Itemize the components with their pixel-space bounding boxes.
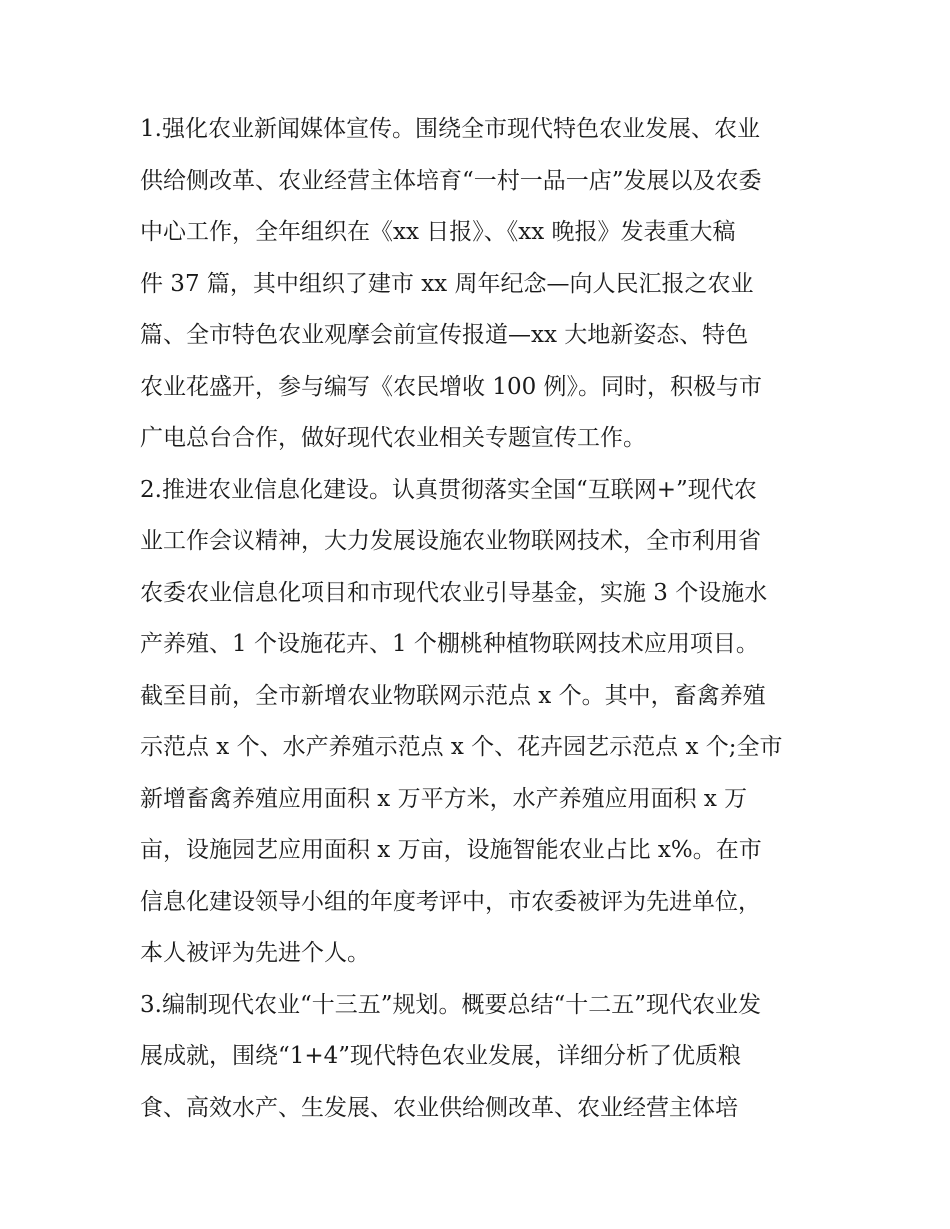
text-line: 食、高效水产、生发展、农业供给侧改革、农业经营主体培: [140, 1094, 738, 1121]
document-body: [140, 104, 820, 1134]
text-line: 展成就，围绕“1+4”现代特色农业发展，详细分析了优质粮: [140, 1043, 742, 1069]
text-line: 3.编制现代农业“十三五”规划。概要总结“十二五”现代农业发: [140, 991, 761, 1018]
text-line: 本人被评为先进个人。: [140, 940, 370, 966]
text-line: 供给侧改革、农业经营主体培育“一村一品一店”发展以及农委: [140, 167, 762, 194]
text-line: 业工作会议精神，大力发展设施农业物联网技术，全市利用省: [140, 528, 761, 554]
text-line: 1.强化农业新闻媒体宣传。围绕全市现代特色农业发展、农业: [140, 116, 760, 142]
text-line: 产养殖、1 个设施花卉、1 个棚桃种植物联网技术应用项目。: [140, 631, 759, 657]
text-line: 信息化建设领导小组的年度考评中，市农委被评为先进单位，: [140, 888, 761, 915]
text-line: 示范点 x 个、水产养殖示范点 x 个、花卉园艺示范点 x 个;全市: [140, 734, 783, 760]
text-line: 亩，设施园艺应用面积 x 万亩，设施智能农业占比 x%。在市: [140, 837, 762, 863]
text-line: 截至目前，全市新增农业物联网示范点 x 个。其中，畜禽养殖: [140, 682, 766, 709]
text-line: 中心工作，全年组织在《xx 日报》、《xx 晚报》发表重大稿: [140, 219, 736, 245]
text-line: 篇、全市特色农业观摩会前宣传报道—xx 大地新姿态、特色: [140, 322, 749, 348]
text-line: 农业花盛开，参与编写《农民增收 100 例》。同时，积极与市: [140, 373, 763, 400]
text-line: 农委农业信息化项目和市现代农业引导基金，实施 3 个设施水: [140, 579, 768, 606]
text-line: 2.推进农业信息化建设。认真贯彻落实全国“互联网+”现代农: [140, 476, 757, 503]
text-line: 广电总台合作，做好现代农业相关专题宣传工作。: [140, 425, 646, 451]
text-line: 件 37 篇，其中组织了建市 xx 周年纪念—向人民汇报之农业: [140, 270, 754, 297]
text-line: 新增畜禽养殖应用面积 x 万平方米，水产养殖应用面积 x 万: [140, 785, 748, 812]
